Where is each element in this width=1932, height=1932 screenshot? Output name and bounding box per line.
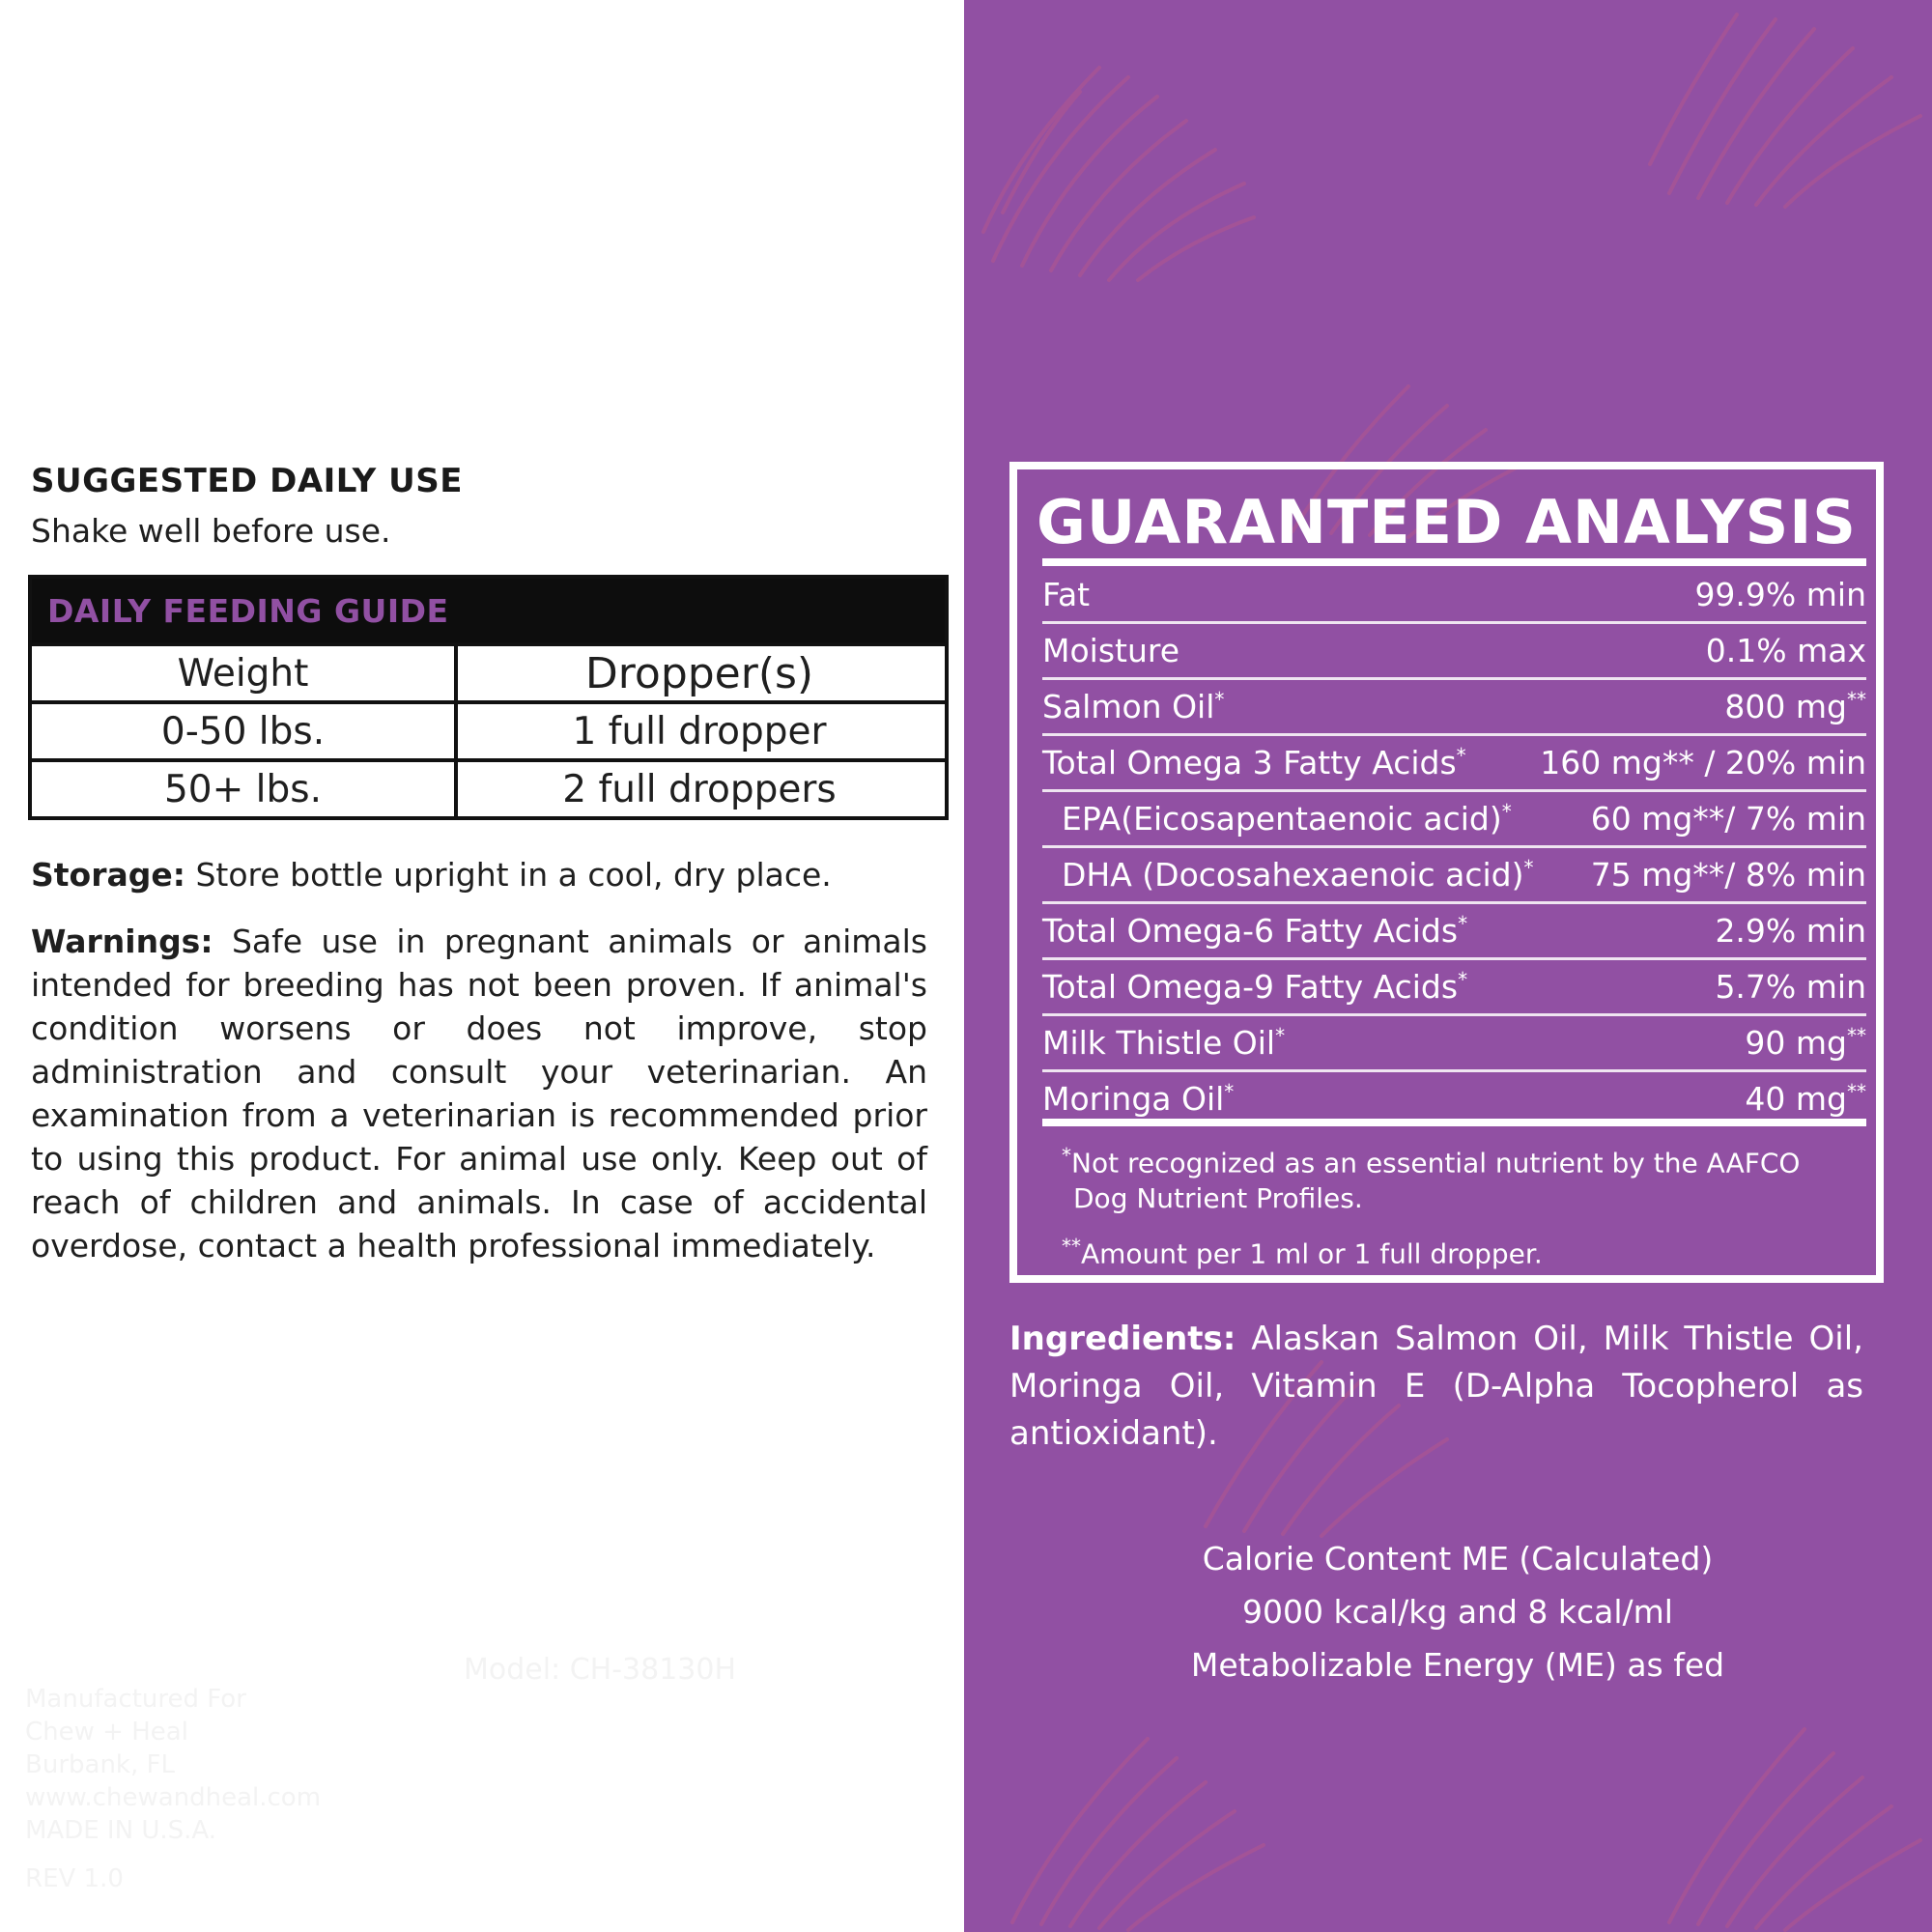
asterisk-mark: **: [1847, 1080, 1866, 1103]
nutrient-value: 75 mg**/ 8% min: [1590, 856, 1866, 894]
nutrient-value: 90 mg: [1745, 1024, 1847, 1062]
asterisk-mark: **: [1847, 688, 1866, 711]
weight-cell: 50+ lbs.: [32, 762, 458, 816]
nutrient-name: Total Omega-9 Fatty Acids: [1042, 968, 1459, 1006]
ingredients-paragraph: [1009, 1316, 1863, 1458]
dropper-cell: 1 full dropper: [572, 709, 827, 753]
nutrient-value: 99.9% min: [1694, 576, 1866, 613]
analysis-top-rule: [1042, 558, 1866, 566]
guaranteed-analysis-panel: [1009, 462, 1884, 1283]
left-panel: [0, 0, 964, 1932]
nutrient-value: 800 mg: [1724, 688, 1847, 725]
nutrient-value: 0.1% max: [1705, 632, 1866, 669]
suggested-use-title: SUGGESTED DAILY USE: [31, 462, 463, 500]
warnings-label: Warnings:: [31, 923, 213, 960]
calorie-title: Calorie Content ME (Calculated): [1202, 1540, 1714, 1577]
nutrient-name: Fat: [1042, 576, 1091, 613]
nutrient-value: 160 mg** / 20% min: [1540, 744, 1866, 781]
table-row: [1042, 1016, 1866, 1072]
nutrient-name: Moringa Oil: [1042, 1080, 1225, 1118]
warnings-paragraph: [31, 920, 927, 1267]
analysis-footnote-2: [1062, 1229, 1543, 1271]
asterisk-mark: *: [1224, 1080, 1235, 1103]
asterisk-mark: *: [1214, 688, 1225, 711]
nutrient-value: 40 mg: [1745, 1080, 1847, 1118]
nutrient-name: Total Omega-6 Fatty Acids: [1042, 912, 1459, 950]
nutrient-value: 5.7% min: [1715, 968, 1866, 1006]
table-row: [1042, 904, 1866, 960]
table-row: [1042, 960, 1866, 1016]
asterisk-mark: *: [1456, 744, 1466, 767]
nutrient-name: DHA (Docosahexaenoic acid): [1062, 856, 1524, 894]
mfg-line: MADE IN U.S.A.: [25, 1816, 216, 1845]
table-row: [32, 758, 945, 816]
mfg-line: Chew + Heal: [25, 1718, 188, 1747]
nutrient-value: 2.9% min: [1715, 912, 1866, 950]
ingredients-text: Alaskan Salmon Oil, Milk Thistle Oil, Moringa Oil, Vitamin E (D-Alpha Tocopherol as antioxidant).: [1009, 1320, 1863, 1453]
feather-pattern-icon: [1640, 1681, 1932, 1932]
mfg-line: www.chewandheal.com: [25, 1783, 322, 1812]
asterisk-mark: **: [1847, 1024, 1866, 1047]
analysis-bottom-rule: [1042, 1119, 1866, 1126]
nutrient-name: Milk Thistle Oil: [1042, 1024, 1276, 1062]
manufacturer-info: [25, 1683, 321, 1895]
asterisk-mark: *: [1501, 800, 1512, 823]
table-row: [1042, 624, 1866, 680]
feather-pattern-icon: [983, 1681, 1293, 1932]
analysis-footnote-1: [1062, 1138, 1800, 1216]
storage-text: Store bottle upright in a cool, dry place.: [185, 856, 832, 894]
table-row: [1042, 792, 1866, 848]
dropper-cell: 2 full droppers: [562, 767, 837, 811]
column-header-droppers: Dropper(s): [584, 648, 814, 698]
table-row: [1042, 680, 1866, 736]
daily-feeding-guide-table: [28, 575, 949, 820]
feather-pattern-icon: [964, 39, 1273, 290]
mfg-line: Burbank, FL: [25, 1750, 175, 1779]
calorie-basis: Metabolizable Energy (ME) as fed: [1190, 1646, 1725, 1684]
nutrient-name: EPA(Eicosapentaenoic acid): [1062, 800, 1502, 838]
asterisk-mark: *: [1458, 912, 1468, 935]
analysis-rows: [1042, 568, 1866, 1125]
storage-label: Storage:: [31, 856, 185, 894]
calorie-content: [1009, 1532, 1906, 1691]
ingredients-label: Ingredients:: [1009, 1320, 1236, 1358]
table-row: [1042, 568, 1866, 624]
shake-instruction: Shake well before use.: [31, 512, 391, 550]
asterisk-mark: *: [1458, 968, 1468, 991]
mfg-line: REV 1.0: [25, 1864, 124, 1893]
warnings-text: Safe use in pregnant animals or animals intended for breeding has not been proven. If animal's condition worsens or does not improve, stop administration and consult your veterinarian. An examination from a veterinarian is recommended prior to using this product. For animal use only. Keep out of reach of children and animals. In case of accidental overdose, contact a health professional immediately.: [31, 923, 927, 1264]
feeding-guide-title: DAILY FEEDING GUIDE: [47, 591, 449, 630]
table-row: [1042, 736, 1866, 792]
footnote-text: Dog Nutrient Profiles.: [1073, 1182, 1363, 1215]
storage-instructions: [31, 856, 929, 894]
nutrient-value: 60 mg**/ 7% min: [1590, 800, 1866, 838]
footnote-text: Amount per 1 ml or 1 full dropper.: [1081, 1237, 1543, 1270]
table-row: [1042, 1072, 1866, 1125]
feeding-guide-column-headers: [32, 642, 945, 700]
footnote-text: Not recognized as an essential nutrient by the AAFCO: [1071, 1147, 1801, 1179]
asterisk-mark: **: [1062, 1235, 1081, 1258]
weight-cell: 0-50 lbs.: [32, 704, 458, 758]
model-number: Model: CH-38130H: [464, 1653, 737, 1687]
calorie-value: 9000 kcal/kg and 8 kcal/ml: [1242, 1593, 1673, 1631]
mfg-line: Manufactured For: [25, 1685, 246, 1714]
nutrient-name: Total Omega 3 Fatty Acids: [1042, 744, 1457, 781]
guaranteed-analysis-title: GUARANTEED ANALYSIS: [1037, 487, 1857, 557]
feather-pattern-icon: [1631, 0, 1932, 213]
nutrient-name: Moisture: [1042, 632, 1180, 669]
table-row: [32, 700, 945, 758]
feeding-guide-header: [32, 579, 945, 642]
asterisk-mark: *: [1062, 1144, 1071, 1167]
nutrient-name: Salmon Oil: [1042, 688, 1215, 725]
asterisk-mark: *: [1275, 1024, 1286, 1047]
column-header-weight: Weight: [32, 646, 458, 700]
table-row: [1042, 848, 1866, 904]
asterisk-mark: *: [1523, 856, 1534, 879]
